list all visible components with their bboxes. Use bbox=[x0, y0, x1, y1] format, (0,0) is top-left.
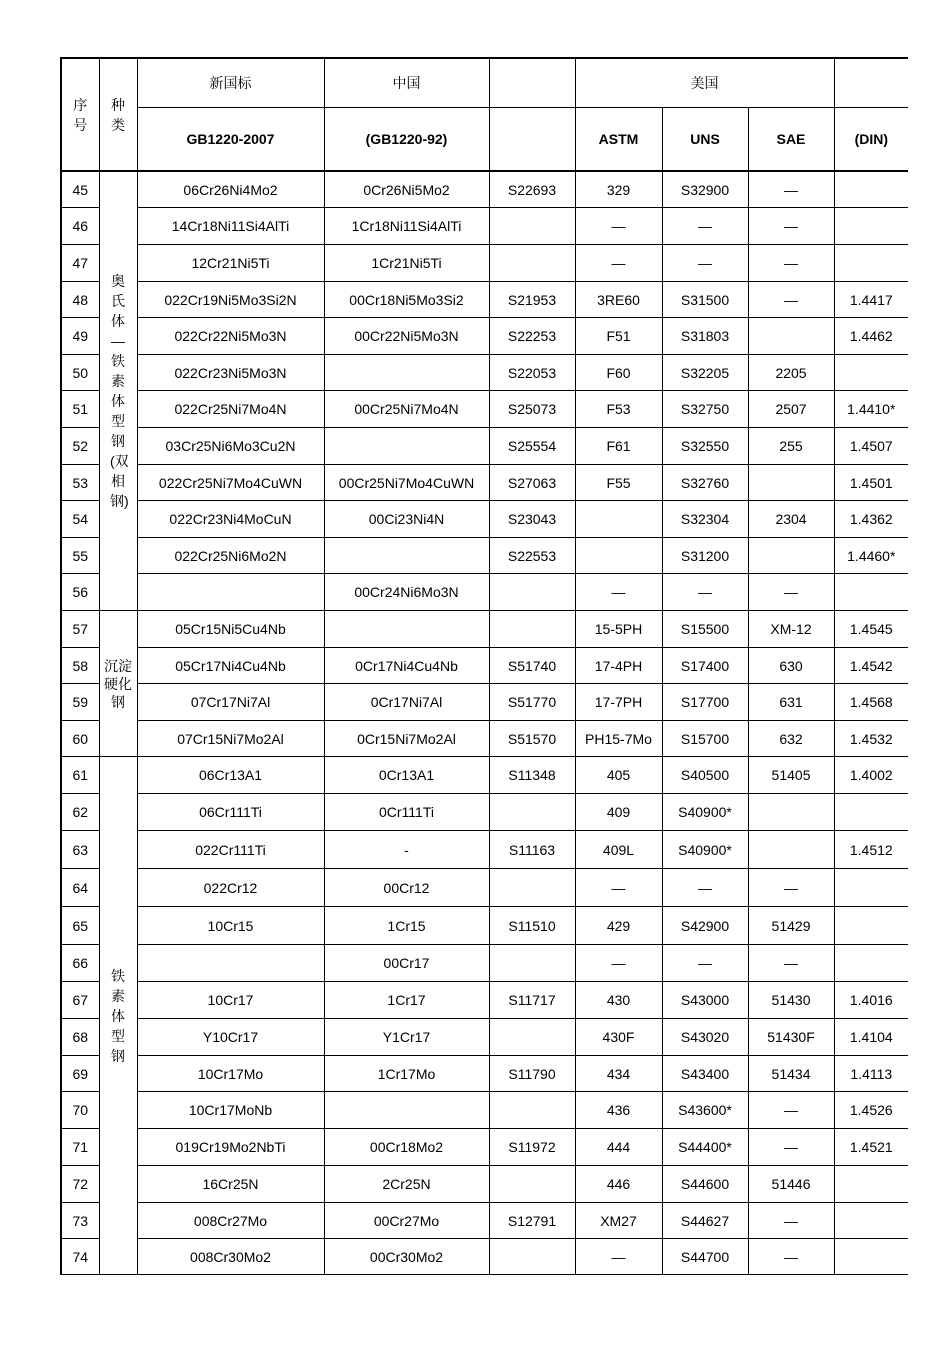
cell-gb92: 1Cr18Ni11Si4AlTi bbox=[324, 208, 489, 245]
cell-astm: 17-7PH bbox=[575, 684, 662, 721]
cell-gb92 bbox=[324, 428, 489, 465]
table-row bbox=[61, 907, 908, 945]
cell-astm: 329 bbox=[575, 171, 662, 208]
cell-din: 1.4460* bbox=[834, 538, 908, 574]
table-row bbox=[61, 245, 908, 282]
cell-uns: — bbox=[662, 574, 748, 611]
cell-sae: — bbox=[748, 1092, 834, 1129]
header-din: (DIN) bbox=[834, 108, 908, 172]
cell-astm: F55 bbox=[575, 465, 662, 501]
cell-code: S11790 bbox=[489, 1056, 575, 1092]
cell-astm: — bbox=[575, 208, 662, 245]
cell-din: 1.4521 bbox=[834, 1129, 908, 1166]
row-number: 45 bbox=[61, 171, 99, 208]
cell-sae: — bbox=[748, 245, 834, 282]
cell-din bbox=[834, 208, 908, 245]
cell-din bbox=[834, 869, 908, 907]
cell-sae: — bbox=[748, 171, 834, 208]
row-number: 50 bbox=[61, 355, 99, 391]
cell-gb92 bbox=[324, 1092, 489, 1129]
cell-gb2007: 14Cr18Ni11Si4AlTi bbox=[137, 208, 324, 245]
cell-astm: 15-5PH bbox=[575, 611, 662, 648]
row-number: 55 bbox=[61, 538, 99, 574]
cell-code: S22253 bbox=[489, 318, 575, 355]
cell-code bbox=[489, 945, 575, 982]
cell-din: 1.4002 bbox=[834, 757, 908, 794]
row-number: 60 bbox=[61, 721, 99, 757]
row-number: 57 bbox=[61, 611, 99, 648]
table-row bbox=[61, 1166, 908, 1203]
table-row bbox=[61, 574, 908, 611]
header-blank bbox=[489, 58, 575, 108]
row-number: 71 bbox=[61, 1129, 99, 1166]
cell-astm: — bbox=[575, 1239, 662, 1275]
cell-code: S22053 bbox=[489, 355, 575, 391]
row-number: 66 bbox=[61, 945, 99, 982]
cell-uns: S43600* bbox=[662, 1092, 748, 1129]
cell-astm: 409L bbox=[575, 831, 662, 869]
cell-gb2007: 022Cr19Ni5Mo3Si2N bbox=[137, 282, 324, 318]
cell-uns: S15500 bbox=[662, 611, 748, 648]
cell-astm: 430F bbox=[575, 1019, 662, 1056]
row-number: 73 bbox=[61, 1203, 99, 1239]
cell-sae bbox=[748, 318, 834, 355]
table-row bbox=[61, 1239, 908, 1275]
cell-gb92: 00Cr18Mo2 bbox=[324, 1129, 489, 1166]
cell-sae: 51429 bbox=[748, 907, 834, 945]
cell-astm: F61 bbox=[575, 428, 662, 465]
cell-din: 1.4113 bbox=[834, 1056, 908, 1092]
cell-gb2007: 06Cr13A1 bbox=[137, 757, 324, 794]
header-seq-label: 序号 bbox=[73, 96, 88, 133]
row-number: 64 bbox=[61, 869, 99, 907]
cell-uns: S31200 bbox=[662, 538, 748, 574]
cell-gb2007: 16Cr25N bbox=[137, 1166, 324, 1203]
cell-uns: S40900* bbox=[662, 794, 748, 831]
cell-din: 1.4016 bbox=[834, 982, 908, 1019]
cell-din bbox=[834, 245, 908, 282]
cell-gb92: 00Cr30Mo2 bbox=[324, 1239, 489, 1275]
header-code-blank bbox=[489, 108, 575, 172]
table-row bbox=[61, 757, 908, 794]
cell-code: S51770 bbox=[489, 684, 575, 721]
cell-uns: S32304 bbox=[662, 501, 748, 538]
cell-sae: — bbox=[748, 574, 834, 611]
header-astm: ASTM bbox=[575, 108, 662, 172]
cell-uns: S40500 bbox=[662, 757, 748, 794]
table-row bbox=[61, 171, 908, 208]
cell-uns: — bbox=[662, 208, 748, 245]
cell-gb92 bbox=[324, 355, 489, 391]
cell-uns: S17400 bbox=[662, 648, 748, 684]
steel-grade-table bbox=[60, 57, 908, 1275]
cell-code bbox=[489, 1092, 575, 1129]
cell-astm: — bbox=[575, 869, 662, 907]
cell-sae bbox=[748, 465, 834, 501]
table-row bbox=[61, 1056, 908, 1092]
cell-gb2007: 008Cr30Mo2 bbox=[137, 1239, 324, 1275]
cell-uns: S44400* bbox=[662, 1129, 748, 1166]
cell-din bbox=[834, 907, 908, 945]
table-row bbox=[61, 869, 908, 907]
cell-sae: 631 bbox=[748, 684, 834, 721]
cell-uns: S31803 bbox=[662, 318, 748, 355]
row-number: 62 bbox=[61, 794, 99, 831]
cell-astm: 17-4PH bbox=[575, 648, 662, 684]
cell-gb2007: 05Cr15Ni5Cu4Nb bbox=[137, 611, 324, 648]
cell-din bbox=[834, 171, 908, 208]
cell-uns: S44600 bbox=[662, 1166, 748, 1203]
cell-din: 1.4104 bbox=[834, 1019, 908, 1056]
cell-gb2007: 022Cr12 bbox=[137, 869, 324, 907]
row-number: 70 bbox=[61, 1092, 99, 1129]
cell-sae: 2205 bbox=[748, 355, 834, 391]
table-row bbox=[61, 355, 908, 391]
row-number: 63 bbox=[61, 831, 99, 869]
cell-astm: 3RE60 bbox=[575, 282, 662, 318]
cell-code: S21953 bbox=[489, 282, 575, 318]
cell-gb92: 1Cr17Mo bbox=[324, 1056, 489, 1092]
cell-sae: 51430F bbox=[748, 1019, 834, 1056]
table-row bbox=[61, 318, 908, 355]
cell-uns: S32900 bbox=[662, 171, 748, 208]
cell-uns: S32760 bbox=[662, 465, 748, 501]
cell-gb2007: 008Cr27Mo bbox=[137, 1203, 324, 1239]
cell-code: S51570 bbox=[489, 721, 575, 757]
cell-din bbox=[834, 355, 908, 391]
table-row bbox=[61, 208, 908, 245]
table-row bbox=[61, 501, 908, 538]
cell-code: S27063 bbox=[489, 465, 575, 501]
cell-astm: 434 bbox=[575, 1056, 662, 1092]
row-number: 72 bbox=[61, 1166, 99, 1203]
cell-gb92: 1Cr15 bbox=[324, 907, 489, 945]
cell-gb92: 0Cr17Ni4Cu4Nb bbox=[324, 648, 489, 684]
cell-din: 1.4462 bbox=[834, 318, 908, 355]
cell-gb2007: 022Cr22Ni5Mo3N bbox=[137, 318, 324, 355]
cell-gb2007: 05Cr17Ni4Cu4Nb bbox=[137, 648, 324, 684]
cell-gb2007: 019Cr19Mo2NbTi bbox=[137, 1129, 324, 1166]
cell-gb2007: 022Cr25Ni6Mo2N bbox=[137, 538, 324, 574]
row-number: 56 bbox=[61, 574, 99, 611]
row-number: 53 bbox=[61, 465, 99, 501]
cell-sae: 51434 bbox=[748, 1056, 834, 1092]
cell-gb2007: 022Cr23Ni4MoCuN bbox=[137, 501, 324, 538]
row-number: 68 bbox=[61, 1019, 99, 1056]
cell-din bbox=[834, 1239, 908, 1275]
row-number: 48 bbox=[61, 282, 99, 318]
cell-gb92: 00Cr12 bbox=[324, 869, 489, 907]
cell-gb2007: 022Cr111Ti bbox=[137, 831, 324, 869]
cell-gb92: 2Cr25N bbox=[324, 1166, 489, 1203]
category-label: 沉淀硬化钢 bbox=[104, 657, 132, 710]
cell-gb2007: 10Cr17MoNb bbox=[137, 1092, 324, 1129]
cell-uns: S15700 bbox=[662, 721, 748, 757]
cell-gb92: 0Cr26Ni5Mo2 bbox=[324, 171, 489, 208]
cell-code: S11163 bbox=[489, 831, 575, 869]
category-label: 铁素体型钢 bbox=[111, 967, 125, 1064]
table-row bbox=[61, 684, 908, 721]
row-number: 67 bbox=[61, 982, 99, 1019]
cell-gb2007: 06Cr111Ti bbox=[137, 794, 324, 831]
table-row bbox=[61, 282, 908, 318]
cell-gb92 bbox=[324, 611, 489, 648]
header-china: 中国 bbox=[324, 58, 489, 108]
cell-sae: — bbox=[748, 945, 834, 982]
cell-uns: S32550 bbox=[662, 428, 748, 465]
cell-gb92: 00Ci23Ni4N bbox=[324, 501, 489, 538]
cell-gb2007: 10Cr15 bbox=[137, 907, 324, 945]
header-new-std: 新国标 bbox=[137, 58, 324, 108]
cell-gb92: 00Cr24Ni6Mo3N bbox=[324, 574, 489, 611]
cell-gb2007: 10Cr17Mo bbox=[137, 1056, 324, 1092]
cell-code bbox=[489, 574, 575, 611]
cell-uns: S43000 bbox=[662, 982, 748, 1019]
cell-code bbox=[489, 1019, 575, 1056]
cell-code: S11510 bbox=[489, 907, 575, 945]
cell-uns: S17700 bbox=[662, 684, 748, 721]
table-row bbox=[61, 1092, 908, 1129]
header-gb92: (GB1220-92) bbox=[324, 108, 489, 172]
cell-gb92: Y1Cr17 bbox=[324, 1019, 489, 1056]
cell-uns: S32750 bbox=[662, 391, 748, 428]
cell-code: S22553 bbox=[489, 538, 575, 574]
cell-din: 1.4532 bbox=[834, 721, 908, 757]
cell-gb92: 00Cr27Mo bbox=[324, 1203, 489, 1239]
cell-gb92: 00Cr17 bbox=[324, 945, 489, 982]
cell-din: 1.4507 bbox=[834, 428, 908, 465]
row-number: 54 bbox=[61, 501, 99, 538]
cell-sae: 51405 bbox=[748, 757, 834, 794]
cell-code bbox=[489, 1166, 575, 1203]
table-row bbox=[61, 611, 908, 648]
table-row bbox=[61, 648, 908, 684]
category-precipitation-steel bbox=[99, 611, 137, 757]
cell-gb92: 0Cr111Ti bbox=[324, 794, 489, 831]
cell-code bbox=[489, 245, 575, 282]
cell-astm: 430 bbox=[575, 982, 662, 1019]
cell-gb2007: 022Cr25Ni7Mo4CuWN bbox=[137, 465, 324, 501]
cell-gb2007: 022Cr23Ni5Mo3N bbox=[137, 355, 324, 391]
row-number: 52 bbox=[61, 428, 99, 465]
cell-astm bbox=[575, 538, 662, 574]
cell-uns: S44627 bbox=[662, 1203, 748, 1239]
cell-uns: S32205 bbox=[662, 355, 748, 391]
cell-sae: — bbox=[748, 1239, 834, 1275]
table-row bbox=[61, 721, 908, 757]
row-number: 74 bbox=[61, 1239, 99, 1275]
row-number: 58 bbox=[61, 648, 99, 684]
cell-astm: — bbox=[575, 945, 662, 982]
cell-gb2007: 07Cr15Ni7Mo2Al bbox=[137, 721, 324, 757]
cell-din: 1.4545 bbox=[834, 611, 908, 648]
cell-code bbox=[489, 794, 575, 831]
cell-uns: — bbox=[662, 869, 748, 907]
row-number: 51 bbox=[61, 391, 99, 428]
row-number: 47 bbox=[61, 245, 99, 282]
header-type bbox=[99, 58, 137, 171]
cell-uns: S40900* bbox=[662, 831, 748, 869]
cell-din: 1.4362 bbox=[834, 501, 908, 538]
cell-din: 1.4568 bbox=[834, 684, 908, 721]
cell-code bbox=[489, 1239, 575, 1275]
cell-code: S12791 bbox=[489, 1203, 575, 1239]
cell-sae: 630 bbox=[748, 648, 834, 684]
cell-gb2007 bbox=[137, 574, 324, 611]
row-number: 49 bbox=[61, 318, 99, 355]
cell-din: 1.4542 bbox=[834, 648, 908, 684]
table-row bbox=[61, 538, 908, 574]
header-seq bbox=[61, 58, 99, 171]
cell-sae: 2304 bbox=[748, 501, 834, 538]
category-duplex-steel bbox=[99, 171, 137, 611]
cell-gb92 bbox=[324, 538, 489, 574]
cell-din: 1.4526 bbox=[834, 1092, 908, 1129]
cell-code: S23043 bbox=[489, 501, 575, 538]
row-number: 61 bbox=[61, 757, 99, 794]
cell-uns: S43020 bbox=[662, 1019, 748, 1056]
cell-sae: 255 bbox=[748, 428, 834, 465]
cell-gb92: 00Cr25Ni7Mo4CuWN bbox=[324, 465, 489, 501]
cell-sae bbox=[748, 831, 834, 869]
cell-sae: — bbox=[748, 869, 834, 907]
cell-astm bbox=[575, 501, 662, 538]
cell-uns: S42900 bbox=[662, 907, 748, 945]
cell-astm: XM27 bbox=[575, 1203, 662, 1239]
cell-code: S25073 bbox=[489, 391, 575, 428]
header-row-2 bbox=[61, 108, 908, 172]
cell-sae: 51446 bbox=[748, 1166, 834, 1203]
cell-gb2007: 06Cr26Ni4Mo2 bbox=[137, 171, 324, 208]
cell-code bbox=[489, 869, 575, 907]
table-row bbox=[61, 465, 908, 501]
cell-sae: — bbox=[748, 1129, 834, 1166]
table-row bbox=[61, 1019, 908, 1056]
cell-uns: — bbox=[662, 245, 748, 282]
cell-din: 1.4410* bbox=[834, 391, 908, 428]
table-row bbox=[61, 831, 908, 869]
cell-astm: 409 bbox=[575, 794, 662, 831]
cell-gb92: 1Cr17 bbox=[324, 982, 489, 1019]
cell-din bbox=[834, 794, 908, 831]
header-usa: 美国 bbox=[575, 58, 834, 108]
cell-gb2007: Y10Cr17 bbox=[137, 1019, 324, 1056]
cell-gb2007: 03Cr25Ni6Mo3Cu2N bbox=[137, 428, 324, 465]
cell-uns: S43400 bbox=[662, 1056, 748, 1092]
cell-astm: PH15-7Mo bbox=[575, 721, 662, 757]
cell-gb2007 bbox=[137, 945, 324, 982]
cell-gb2007: 12Cr21Ni5Ti bbox=[137, 245, 324, 282]
table-row bbox=[61, 391, 908, 428]
cell-sae: — bbox=[748, 1203, 834, 1239]
category-label: 奥氏体—铁素体型钢(双相钢) bbox=[110, 273, 129, 509]
header-type-label: 种类 bbox=[111, 96, 125, 133]
cell-gb92: 0Cr13A1 bbox=[324, 757, 489, 794]
cell-gb92: 00Cr25Ni7Mo4N bbox=[324, 391, 489, 428]
cell-din: 1.4512 bbox=[834, 831, 908, 869]
cell-code bbox=[489, 208, 575, 245]
cell-code: S25554 bbox=[489, 428, 575, 465]
cell-din bbox=[834, 1203, 908, 1239]
header-uns: UNS bbox=[662, 108, 748, 172]
cell-sae: 632 bbox=[748, 721, 834, 757]
header-row-1 bbox=[61, 58, 908, 108]
header-germany-blank bbox=[834, 58, 908, 108]
row-number: 65 bbox=[61, 907, 99, 945]
cell-astm: F60 bbox=[575, 355, 662, 391]
cell-sae: 51430 bbox=[748, 982, 834, 1019]
cell-gb92: - bbox=[324, 831, 489, 869]
header-sae: SAE bbox=[748, 108, 834, 172]
cell-din bbox=[834, 945, 908, 982]
table-row bbox=[61, 982, 908, 1019]
cell-gb2007: 10Cr17 bbox=[137, 982, 324, 1019]
cell-sae: — bbox=[748, 208, 834, 245]
table-row bbox=[61, 1203, 908, 1239]
cell-astm: — bbox=[575, 574, 662, 611]
cell-gb92: 1Cr21Ni5Ti bbox=[324, 245, 489, 282]
cell-code: S11348 bbox=[489, 757, 575, 794]
cell-gb92: 00Cr22Ni5Mo3N bbox=[324, 318, 489, 355]
row-number: 46 bbox=[61, 208, 99, 245]
table-row bbox=[61, 428, 908, 465]
cell-astm: 405 bbox=[575, 757, 662, 794]
cell-astm: 444 bbox=[575, 1129, 662, 1166]
cell-gb92: 00Cr18Ni5Mo3Si2 bbox=[324, 282, 489, 318]
category-ferritic-steel bbox=[99, 757, 137, 1275]
cell-uns: — bbox=[662, 945, 748, 982]
cell-gb92: 0Cr15Ni7Mo2Al bbox=[324, 721, 489, 757]
cell-din bbox=[834, 574, 908, 611]
row-number: 69 bbox=[61, 1056, 99, 1092]
cell-gb2007: 022Cr25Ni7Mo4N bbox=[137, 391, 324, 428]
cell-sae: — bbox=[748, 282, 834, 318]
header-gb2007: GB1220-2007 bbox=[137, 108, 324, 172]
cell-din: 1.4501 bbox=[834, 465, 908, 501]
cell-code: S22693 bbox=[489, 171, 575, 208]
cell-code: S51740 bbox=[489, 648, 575, 684]
cell-sae bbox=[748, 794, 834, 831]
cell-din: 1.4417 bbox=[834, 282, 908, 318]
cell-code: S11972 bbox=[489, 1129, 575, 1166]
cell-astm: F53 bbox=[575, 391, 662, 428]
cell-gb92: 0Cr17Ni7Al bbox=[324, 684, 489, 721]
cell-sae: XM-12 bbox=[748, 611, 834, 648]
cell-din bbox=[834, 1166, 908, 1203]
cell-code: S11717 bbox=[489, 982, 575, 1019]
cell-astm: 446 bbox=[575, 1166, 662, 1203]
row-number: 59 bbox=[61, 684, 99, 721]
cell-astm: — bbox=[575, 245, 662, 282]
cell-uns: S31500 bbox=[662, 282, 748, 318]
cell-uns: S44700 bbox=[662, 1239, 748, 1275]
table-row bbox=[61, 945, 908, 982]
table-row bbox=[61, 794, 908, 831]
cell-code bbox=[489, 611, 575, 648]
cell-astm: 436 bbox=[575, 1092, 662, 1129]
table-row bbox=[61, 1129, 908, 1166]
cell-astm: F51 bbox=[575, 318, 662, 355]
cell-gb2007: 07Cr17Ni7Al bbox=[137, 684, 324, 721]
cell-sae: 2507 bbox=[748, 391, 834, 428]
cell-astm: 429 bbox=[575, 907, 662, 945]
cell-sae bbox=[748, 538, 834, 574]
